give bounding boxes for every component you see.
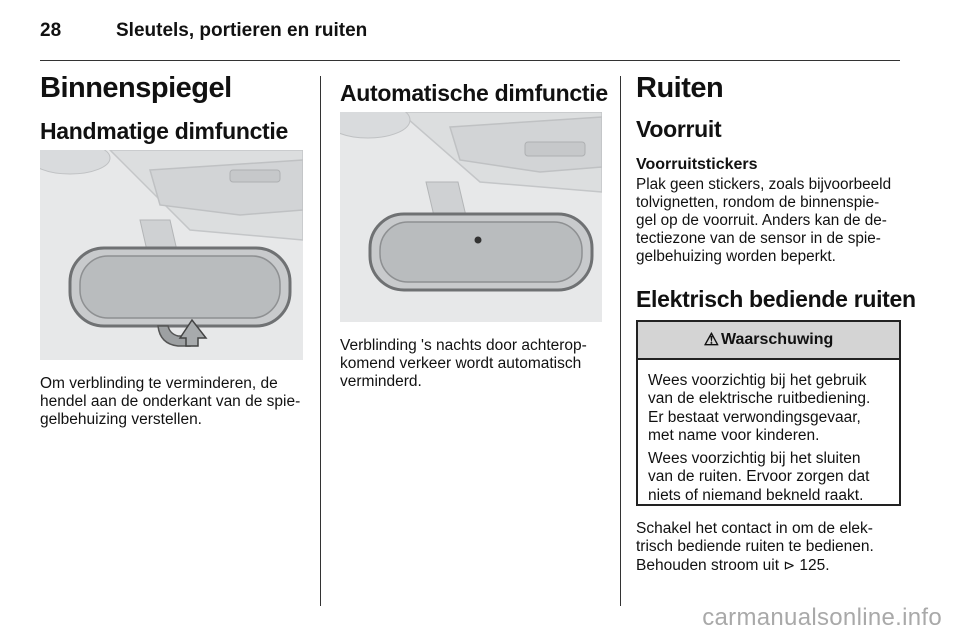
ignition-instructions <box>636 520 906 575</box>
column-divider-right <box>620 76 621 606</box>
warning-box <box>636 320 901 506</box>
heading-elektrisch-bediende-ruiten: Elektrisch bediende ruiten <box>636 286 916 312</box>
warning-paragraph-1: Wees voorzichtig bij het gebruik van de elektrische ruitbediening. Er bestaat verwondingsgevaar, met name voor kinderen. <box>648 372 871 444</box>
page-reference-arrow-icon: ⊳ <box>783 557 796 573</box>
manual-dimming-caption: Om verblinding te verminderen, de hendel aan de onderkant van de spie- gelbehuizing verstellen. <box>40 375 301 428</box>
header-rule <box>40 60 900 61</box>
automatic-dimming-caption: Verblinding 's nachts door achterop- komend verkeer wordt automatisch verminderd. <box>340 337 587 390</box>
page-number: 28 <box>40 20 62 41</box>
subheading-voorruitstickers: Voorruitstickers <box>636 156 758 173</box>
automatic-dimming-mirror-figure <box>340 112 602 322</box>
heading-automatische-dimfunctie: Automatische dimfunctie <box>340 80 608 106</box>
warning-title: Waarschuwing <box>720 331 834 348</box>
page-header-title: Sleutels, portieren en ruiten <box>116 20 368 41</box>
manual-mirror-illustration <box>40 150 303 360</box>
sticker-instructions: Plak geen stickers, zoals bijvoorbeeld tolvignetten, rondom de binnenspie- gel op de voorruit. Anders kan de de- tectiezone van de sensor in de spie- gelbehuizing worden beperkt. <box>636 176 892 265</box>
manual-dimming-mirror-figure <box>40 150 303 360</box>
watermark: carmanualsonline.info <box>702 604 942 631</box>
warning-triangle-icon: ⚠ <box>703 330 719 349</box>
warning-header <box>638 322 899 360</box>
subheading-handmatige-dimfunctie: Handmatige dimfunctie <box>40 118 289 144</box>
warning-paragraph-2: Wees voorzichtig bij het sluiten van de ruiten. Ervoor zorgen dat niets of niemand bekneld raakt. <box>648 450 870 504</box>
column-divider-left <box>320 76 321 606</box>
ignition-text: Schakel het contact in om de elek- trisch bediende ruiten te bedienen. Behouden stroom uit <box>636 520 874 574</box>
heading-binnenspiegel: Binnenspiegel <box>40 72 232 104</box>
subheading-voorruit: Voorruit <box>636 116 722 142</box>
heading-ruiten: Ruiten <box>636 72 724 104</box>
page-reference-link[interactable]: 125. <box>799 557 830 574</box>
automatic-mirror-illustration <box>340 112 602 322</box>
